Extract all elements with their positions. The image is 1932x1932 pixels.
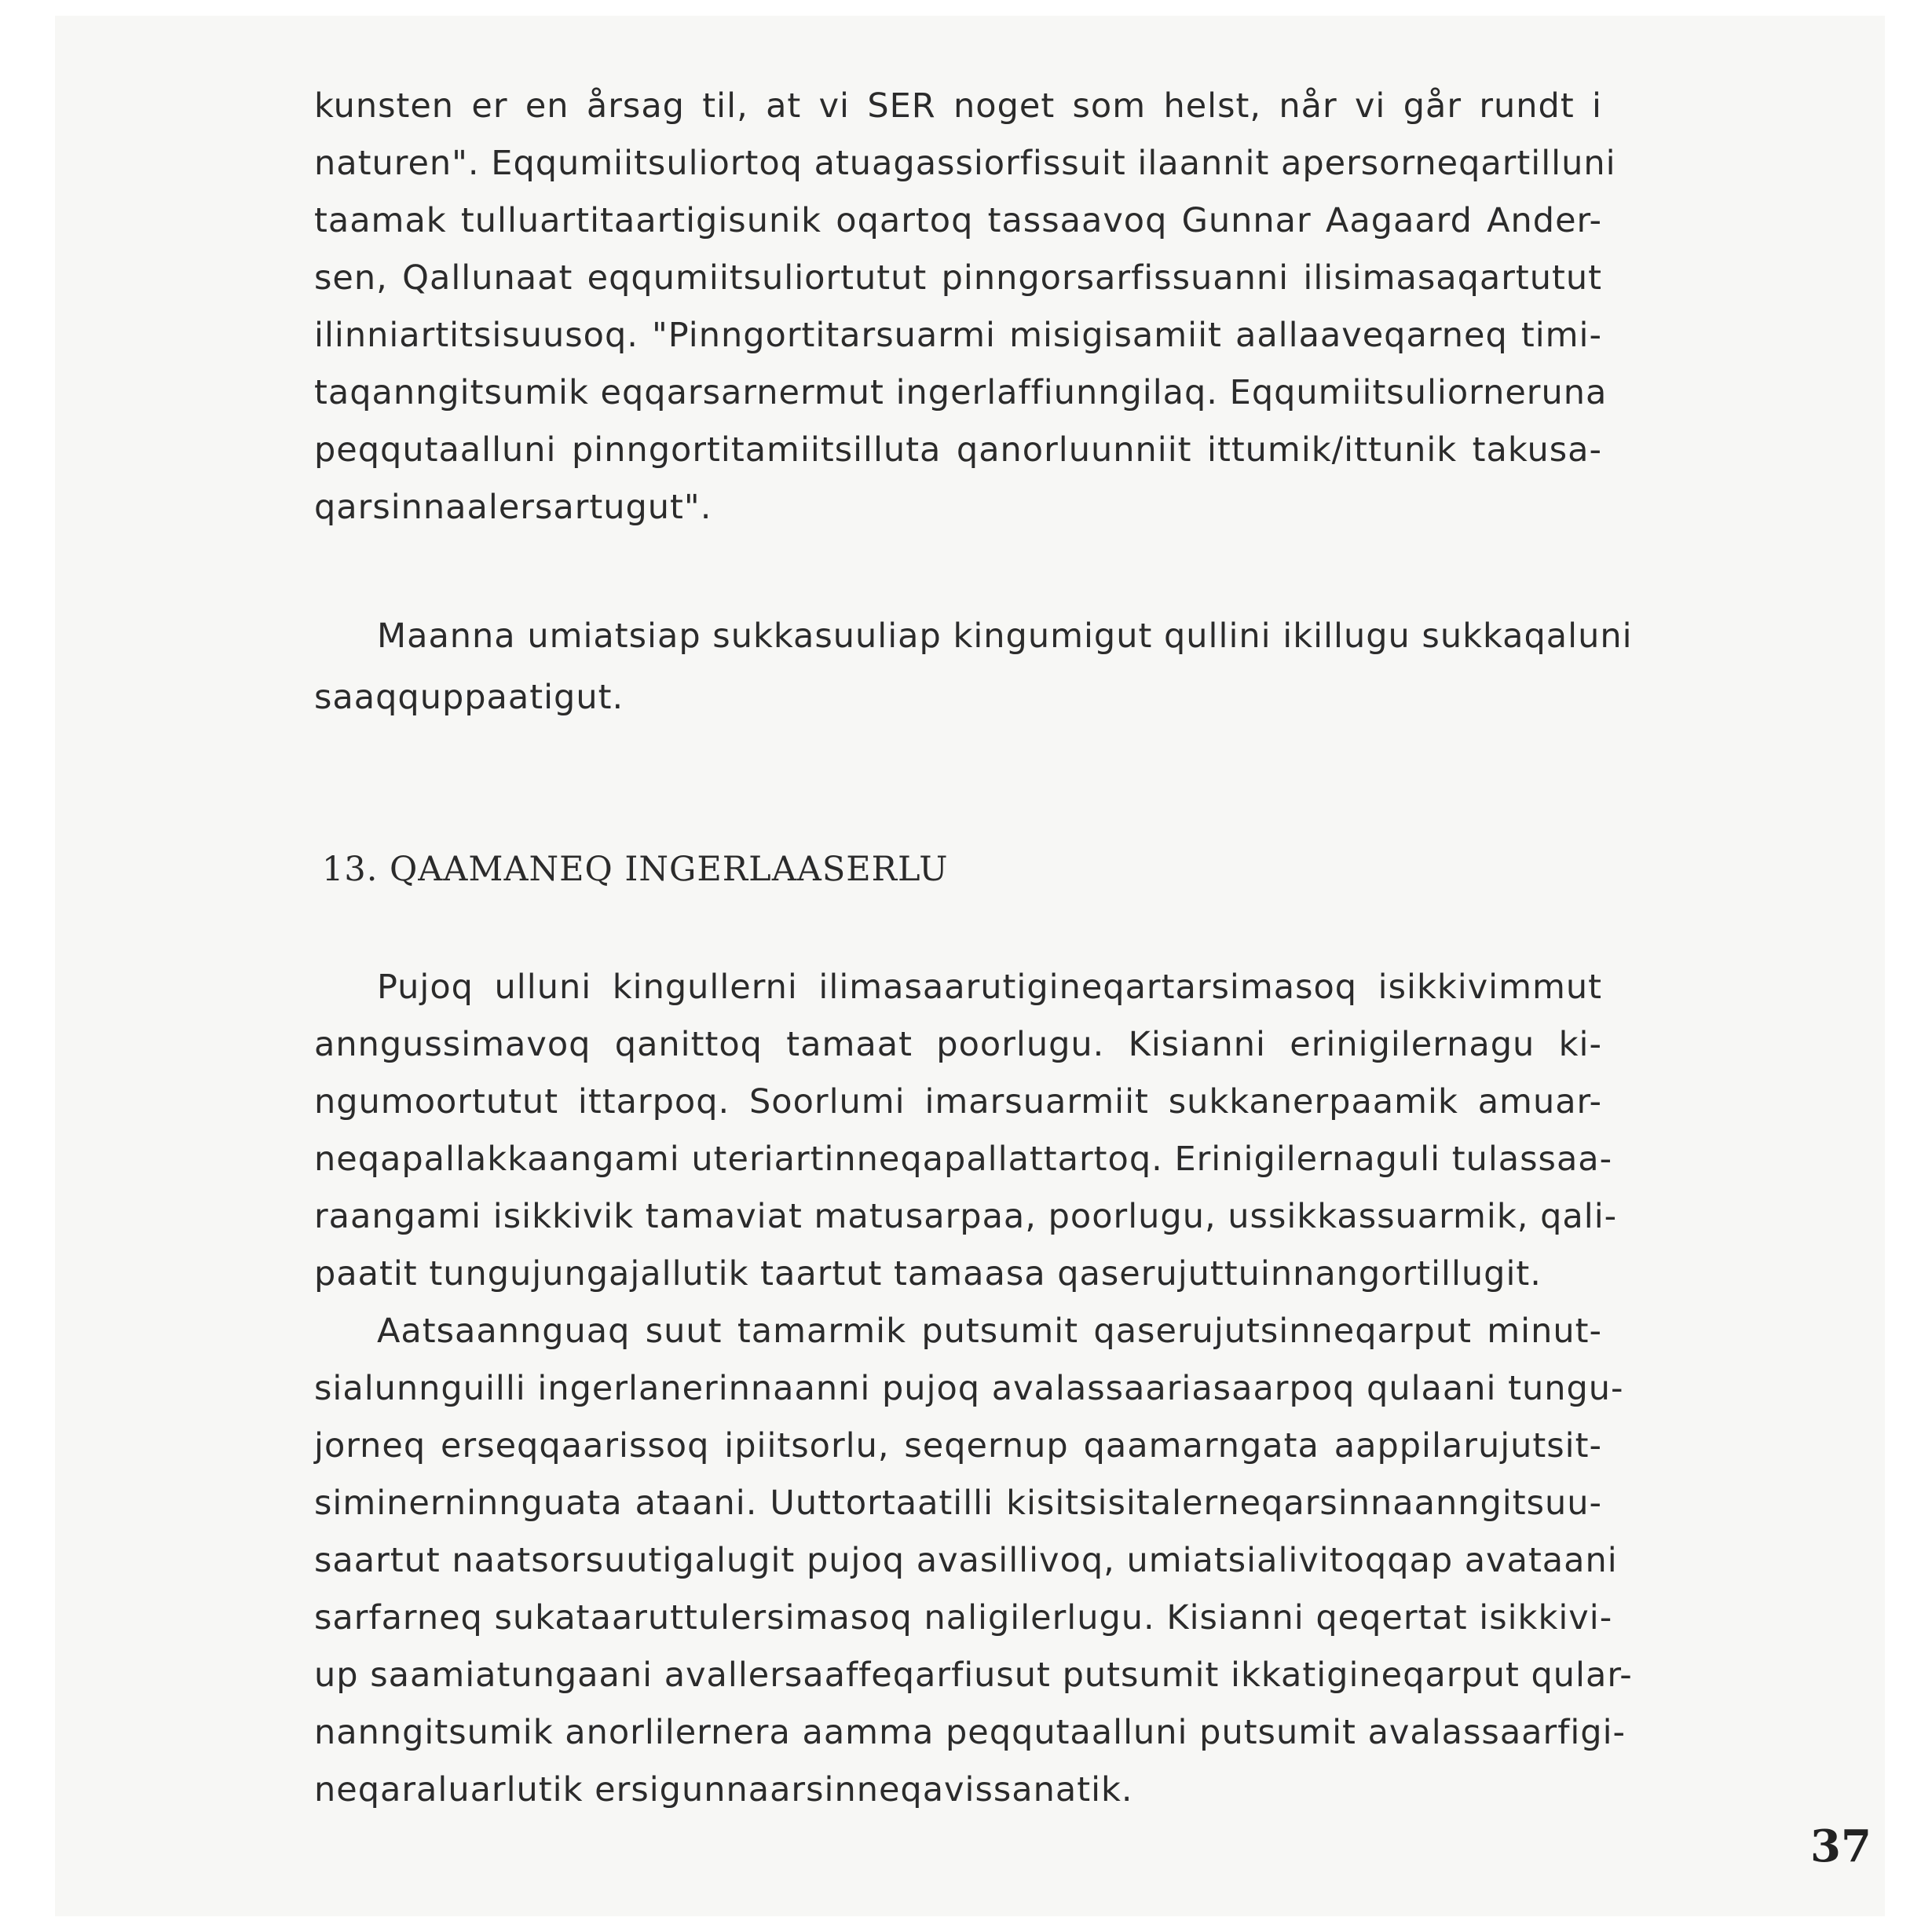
text-line: Aatsaannguaq suut tamarmik putsumit qaserujutsinneqarput minut- [377,1312,1602,1351]
text-line: naturen". Eqqumiitsuliortoq atuagassiorfissuit ilaannit apersorneqartilluni [314,144,1616,183]
text-line: neqapallakkaangami uteriartinneqapallattartoq. Erinigilernaguli tulassaa- [314,1140,1613,1179]
text-line: raangami isikkivik tamaviat matusarpaa, poorlugu, ussikkassuarmik, qali- [314,1197,1618,1236]
text-line: kunsten er en årsag til, at vi SER noget som helst, når vi går rundt i [314,86,1602,126]
text-line: sialunnguilli ingerlanerinnaanni pujoq avalassaariasaarpoq qulaani tungu- [314,1369,1624,1408]
text-line: neqaraluarlutik ersigunnaarsinneqavissanatik. [314,1770,1133,1809]
text-line: Maanna umiatsiap sukkasuuliap kingumigut qullini ikillugu sukkaqaluni [377,617,1633,656]
text-line: ilinniartitsisuusoq. "Pinngortitarsuarmi misigisamiit aallaaveqarneq timi- [314,316,1602,355]
page-number: 37 [1810,1820,1872,1872]
text-line: saaqquppaatigut. [314,678,624,717]
section-heading: 13. QAAMANEQ INGERLAASERLU [322,850,949,889]
text-line: paatit tungujungajallutik taartut tamaasa qaserujuttuinnangortillugit. [314,1254,1542,1293]
text-line: taamak tulluartitaartigisunik oqartoq tassaavoq Gunnar Aagaard Ander- [314,201,1602,240]
text-line: peqqutaalluni pinngortitamiitsilluta qanorluunniit ittumik/ittunik takusa- [314,430,1602,470]
text-line: Pujoq ulluni kingullerni ilimasaarutigineqartarsimasoq isikkivimmut [377,968,1602,1007]
text-line: jorneq erseqqaarissoq ipiitsorlu, seqernup qaamarngata aappilarujutsit- [314,1426,1602,1465]
text-line: sarfarneq sukataaruttulersimasoq naligilerlugu. Kisianni qeqertat isikkivi- [314,1598,1613,1637]
text-line: sen, Qallunaat eqqumiitsuliortutut pinngorsarfissuanni ilisimasaqartutut [314,258,1602,298]
text-line: saartut naatsorsuutigalugit pujoq avasillivoq, umiatsialivitoqqap avataani [314,1541,1618,1580]
text-line: siminerninnguata ataani. Uuttortaatilli kisitsisitalerneqarsinnaanngitsuu- [314,1484,1602,1523]
text-line: ngumoortutut ittarpoq. Soorlumi imarsuarmiit sukkanerpaamik amuar- [314,1082,1602,1122]
text-line: nanngitsumik anorlilernera aamma peqqutaalluni putsumit avalassaarfigi- [314,1713,1626,1752]
text-line: anngussimavoq qanittoq tamaat poorlugu. Kisianni erinigilernagu ki- [314,1025,1602,1064]
text-line: taqanngitsumik eqqarsarnermut ingerlaffiunngilaq. Eqqumiitsuliorneruna [314,373,1608,412]
text-line: up saamiatungaani avallersaaffeqarfiusut putsumit ikkatigineqarput qular- [314,1656,1633,1695]
text-line: qarsinnaalersartugut". [314,488,712,527]
